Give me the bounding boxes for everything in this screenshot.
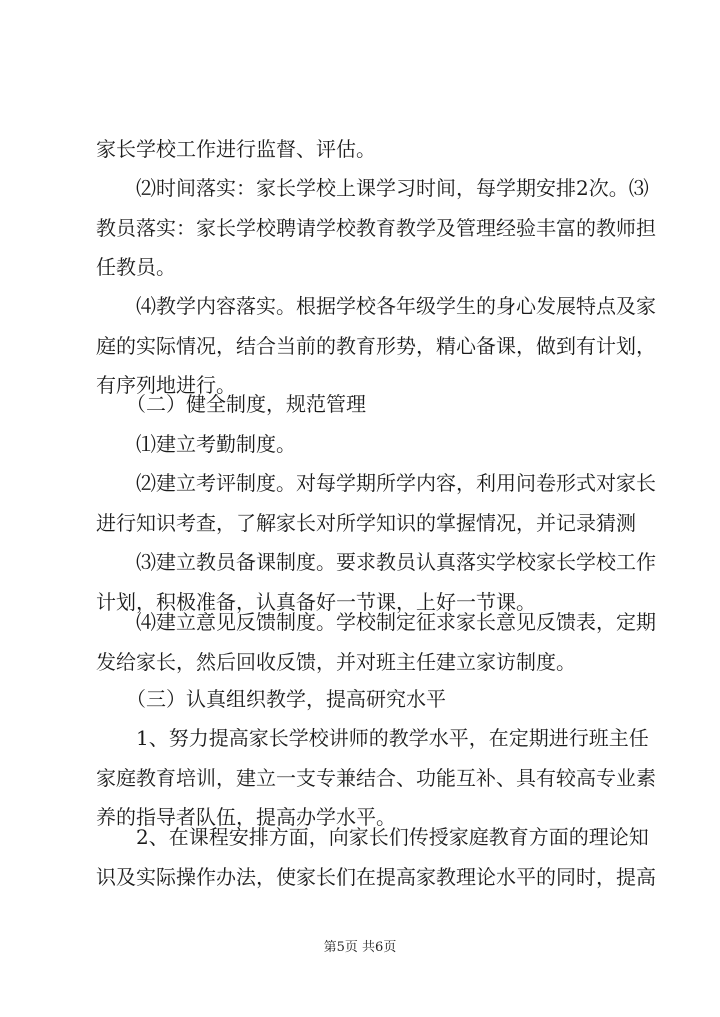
text-line: ⑷教学内容落实。根据学校各年级学生的身心发展特点及家 — [96, 294, 656, 318]
text-line: 庭的实际情况，结合当前的教育形势，精心备课，做到有计划， — [96, 333, 656, 358]
text-line: ⑵建立考评制度。对每学期所学内容，利用问卷形式对家长 — [96, 471, 656, 495]
text-line: 进行知识考查，了解家长对所学知识的掌握情况，并记录猜测 — [96, 510, 636, 535]
text-line: 任教员。 — [96, 255, 176, 279]
paragraph-feedback — [96, 603, 656, 682]
text-line: 计划，积极准备，认真备好一节课，上好一节课。 — [96, 589, 536, 614]
text-line: 养的指导者队伍，提高办学水平。 — [96, 805, 396, 829]
text-line: 家庭教育培训，建立一支专兼结合、功能互补、具有较高专业素 — [96, 765, 656, 790]
text-line: 家长学校工作进行监督、评估。 — [96, 137, 376, 161]
paragraph-evaluation — [96, 464, 656, 543]
text-line: 1、努力提高家长学校讲师的教学水平，在定期进行班主任 — [96, 726, 649, 750]
paragraph-curriculum — [96, 818, 656, 897]
text-line: 2、在课程安排方面，向家长们传授家庭教育方面的理论知 — [96, 825, 649, 849]
page-footer: 第5页 共6页 — [323, 940, 397, 955]
section-heading-3 — [96, 680, 646, 720]
section-heading-2 — [96, 385, 646, 425]
paragraph-continuation — [96, 130, 646, 170]
paragraph-attendance — [96, 425, 646, 465]
text-line: ⑶建立教员备课制度。要求教员认真落实学校家长学校工作 — [96, 550, 656, 574]
text-line: 有序列地进行。 — [96, 373, 236, 397]
text-line: 识及实际操作办法，使家长们在提高家教理论水平的同时，提高 — [96, 864, 656, 889]
text-line: ⑵时间落实：家长学校上课学习时间，每学期安排2次。⑶ — [96, 176, 649, 200]
paragraph-time-staff — [96, 169, 656, 288]
text-line: ⑷建立意见反馈制度。学校制定征求家长意见反馈表，定期 — [96, 610, 656, 634]
text-line: 教员落实：家长学校聘请学校教育教学及管理经验丰富的教师担 — [96, 215, 656, 240]
heading-line: （三）认真组织教学，提高研究水平 — [96, 687, 446, 711]
heading-line: （二）健全制度，规范管理 — [96, 392, 366, 416]
text-line: 发给家长，然后回收反馈，并对班主任建立家访制度。 — [96, 649, 576, 674]
text-line: ⑴建立考勤制度。 — [96, 432, 296, 456]
